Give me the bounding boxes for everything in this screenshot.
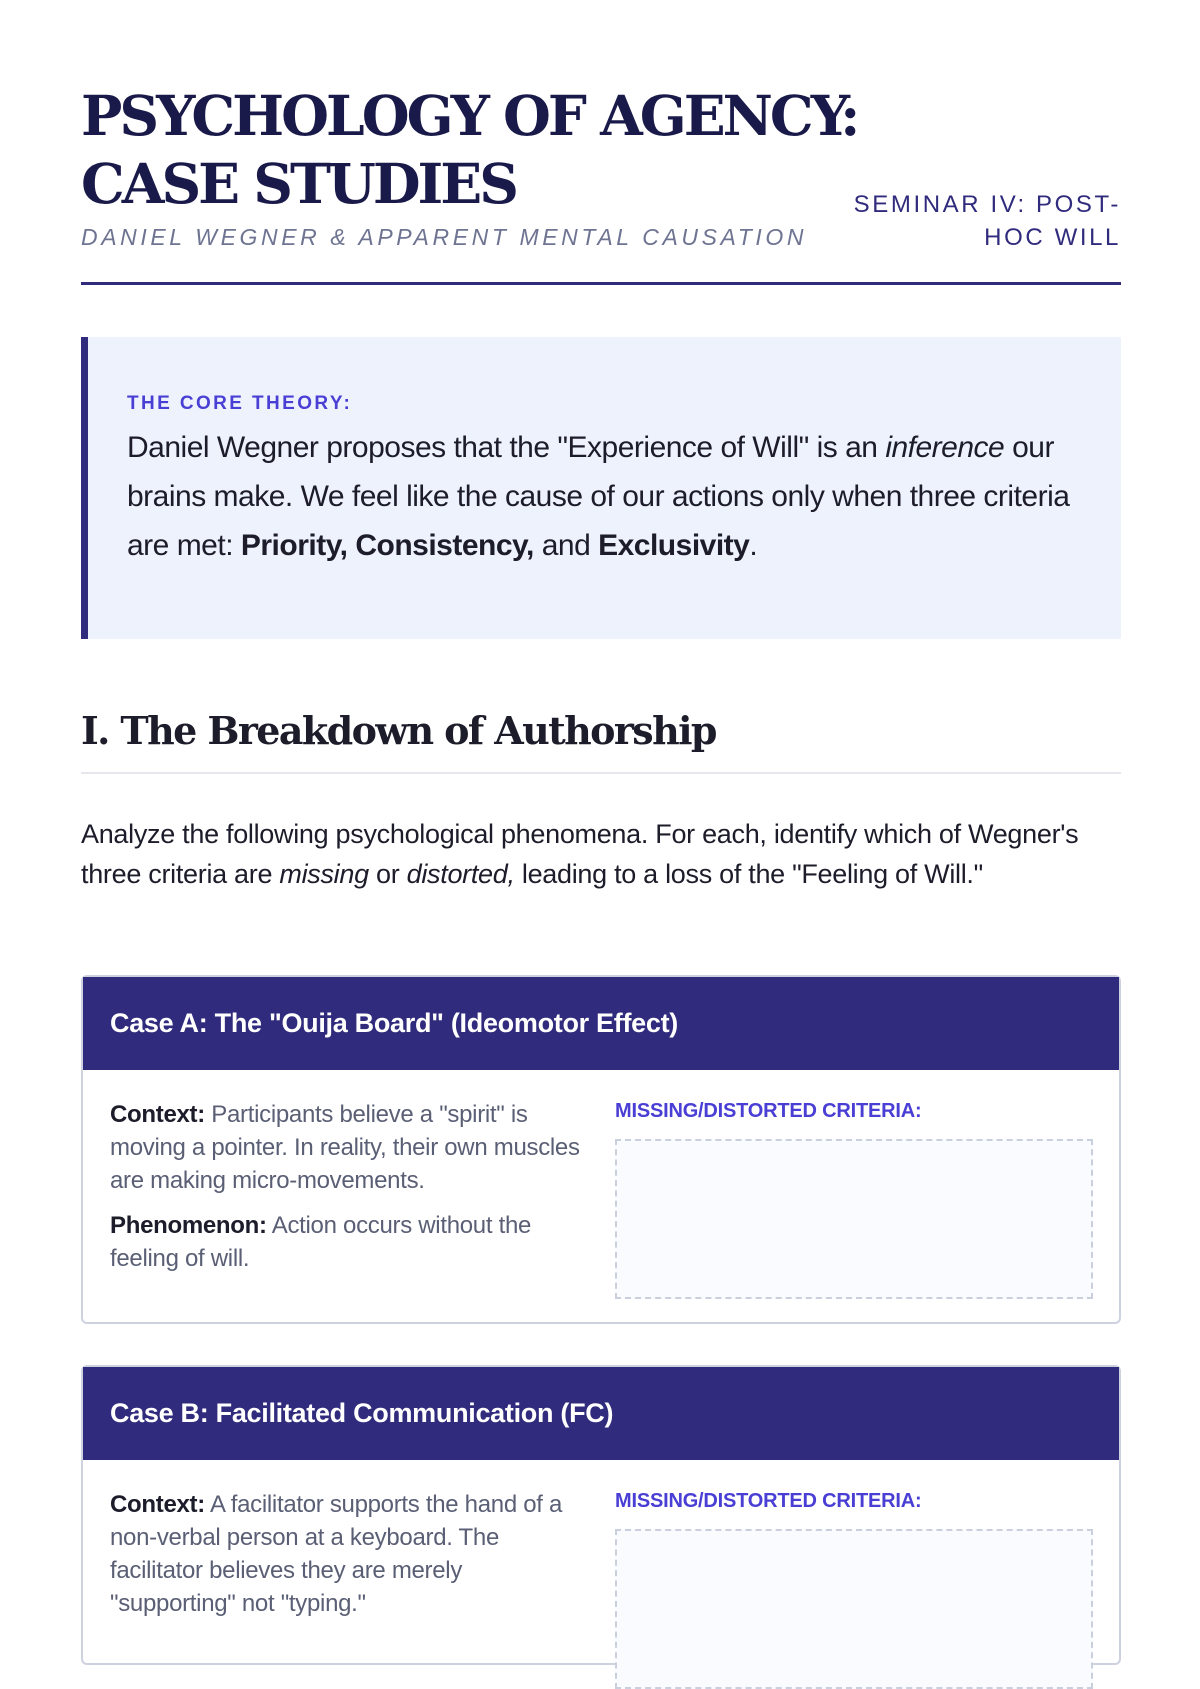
context-label: Context:	[110, 1491, 205, 1518]
theory-text-and: and	[533, 529, 599, 562]
seminar-line-1: SEMINAR IV: POST-	[853, 191, 1121, 218]
core-theory-text	[127, 423, 1091, 570]
theory-criteria-exclusivity: Exclusivity	[598, 529, 750, 562]
page-title	[81, 82, 861, 218]
theory-criteria-bold: Priority, Consistency,	[240, 529, 534, 562]
core-theory-label: THE CORE THEORY:	[127, 393, 353, 414]
seminar-line-2: HOC WILL	[984, 224, 1121, 251]
case-a-context	[110, 1098, 590, 1197]
case-a-answer-box[interactable]	[615, 1139, 1093, 1299]
intro-emphasis-distorted: distorted,	[406, 859, 515, 889]
intro-emphasis-missing: missing	[279, 859, 369, 889]
theory-text-emphasis: inference	[885, 431, 1005, 464]
title-line-1: PSYCHOLOGY OF AGENCY:	[81, 83, 858, 148]
section-heading: I. The Breakdown of Authorship	[81, 708, 1121, 774]
title-line-2: CASE STUDIES	[81, 151, 516, 216]
case-a-phenomenon	[110, 1209, 590, 1275]
phenomenon-label: Phenomenon:	[110, 1212, 267, 1239]
theory-text-end: .	[749, 529, 758, 562]
case-b-context	[110, 1488, 590, 1620]
case-a-description	[110, 1098, 590, 1287]
context-label: Context:	[110, 1101, 205, 1128]
case-a-answer-area	[615, 1100, 1093, 1299]
intro-text-start: Analyze the following psychological phenomena. For each, identify which of Wegner's three criteria are	[81, 819, 1079, 889]
case-b-answer-box[interactable]	[615, 1529, 1093, 1689]
criteria-label: MISSING/DISTORTED CRITERIA:	[615, 1100, 922, 1122]
seminar-label	[851, 188, 1121, 254]
case-b-answer-area	[615, 1490, 1093, 1689]
intro-text-end: leading to a loss of the "Feeling of Will."	[514, 859, 983, 889]
case-b-description	[110, 1488, 590, 1632]
theory-text-start: Daniel Wegner proposes that the "Experience of Will" is an	[127, 431, 886, 464]
case-a-title: Case A: The "Ouija Board" (Ideomotor Effect)	[83, 977, 1119, 1070]
intro-text-or: or	[368, 859, 407, 889]
context-text: Participants believe a "spirit" is moving a pointer. In reality, their own muscles are making micro-movements.	[110, 1101, 580, 1194]
core-theory-callout	[81, 337, 1121, 639]
page-subtitle: DANIEL WEGNER & APPARENT MENTAL CAUSATION	[81, 224, 808, 250]
criteria-label: MISSING/DISTORTED CRITERIA:	[615, 1490, 922, 1512]
section-intro	[81, 814, 1121, 894]
phenomenon-text: Action occurs without the feeling of will.	[110, 1212, 532, 1272]
case-b-title: Case B: Facilitated Communication (FC)	[83, 1367, 1119, 1460]
context-text: A facilitator supports the hand of a non-verbal person at a keyboard. The facilitator believes they are merely "supporting" not "typing."	[110, 1491, 563, 1617]
case-card-b	[81, 1365, 1121, 1665]
theory-text-middle: our brains make. We feel like the cause of our actions only when three criteria are met:	[127, 431, 1070, 562]
case-card-a	[81, 975, 1121, 1324]
page-header	[81, 0, 1121, 285]
worksheet-page	[81, 0, 1121, 1617]
